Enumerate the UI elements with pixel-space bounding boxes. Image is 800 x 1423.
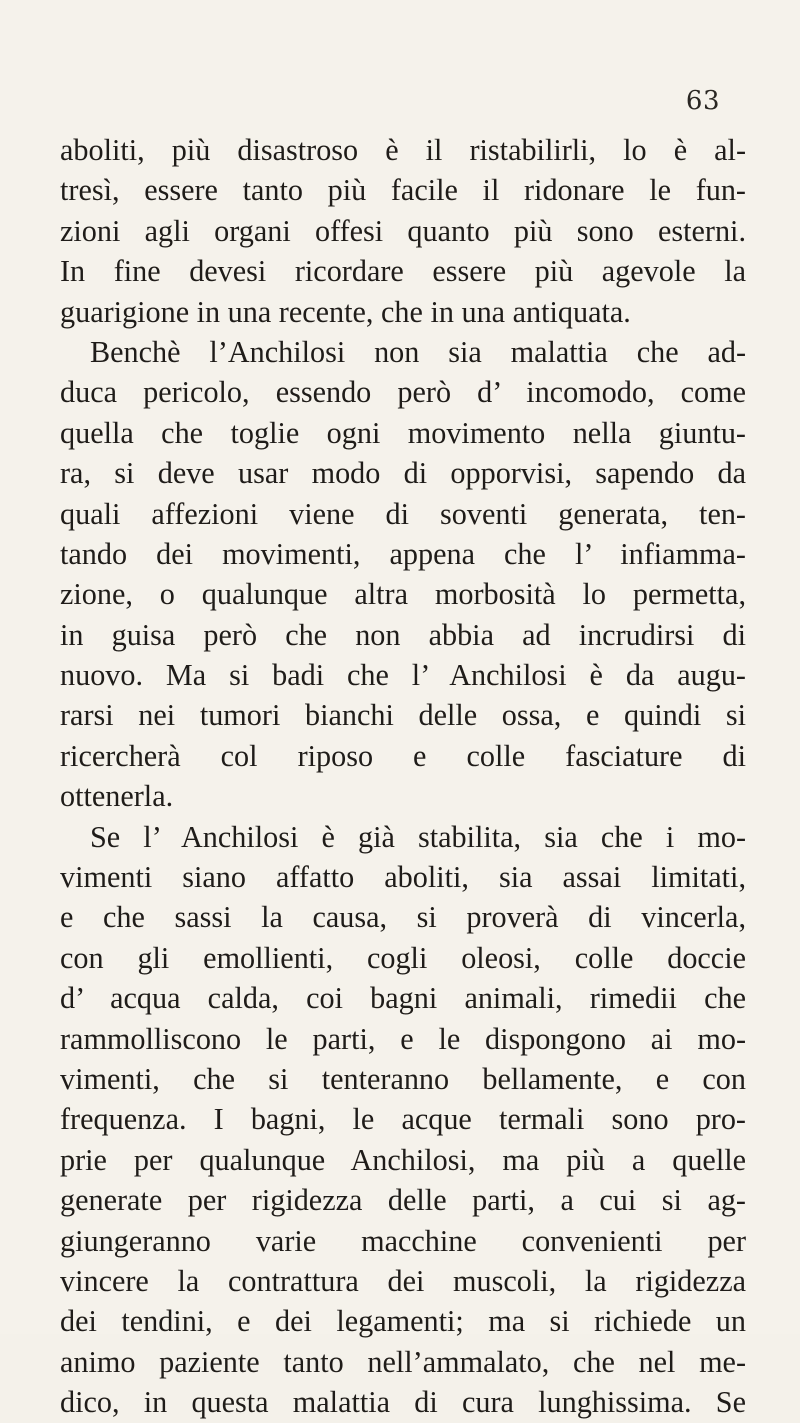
text-line: giungeranno varie macchine convenienti per [60, 1223, 746, 1258]
text-line: e che sassi la causa, si proverà di vincerla, [60, 900, 746, 935]
text-line: zioni agli organi offesi quanto più sono esterni. [60, 213, 746, 248]
text-line: tando dei movimenti, appena che l’ infiamma- [60, 536, 746, 571]
page-number: 63 [685, 86, 720, 116]
text-line: ra, si deve usar modo di opporvisi, sapendo da [60, 456, 746, 491]
text-line: in guisa però che non abbia ad incrudirsi di [60, 617, 746, 652]
text-line: dei tendini, e dei legamenti; ma si richiede un [60, 1304, 746, 1339]
text-line: In fine devesi ricordare essere più agevole la [60, 254, 746, 289]
text-line: guarigione in una recente, che in una antiquata. [60, 294, 631, 329]
text-line: frequenza. I bagni, le acque termali sono pro- [60, 1102, 746, 1137]
text-line: Se l’ Anchilosi è già stabilita, sia che i mo- [90, 819, 746, 854]
text-line: zione, o qualunque altra morbosità lo permetta, [60, 577, 746, 612]
text-line: vimenti, che si tenteranno bellamente, e con [60, 1061, 746, 1096]
text-line: animo paziente tanto nell’ammalato, che nel me- [60, 1344, 746, 1379]
text-line: ottenerla. [60, 779, 174, 814]
text-line: duca pericolo, essendo però d’ incomodo, come [60, 375, 746, 410]
text-line: aboliti, più disastroso è il ristabilirli, lo è al- [60, 133, 746, 167]
text-line: generate per rigidezza delle parti, a cui si ag- [60, 1183, 746, 1218]
body-text [60, 130, 746, 1423]
text-line: rammolliscono le parti, e le dispongono ai mo- [60, 1021, 746, 1056]
text-line: Benchè l’Anchilosi non sia malattia che ad- [90, 334, 746, 369]
text-line: d’ acqua calda, coi bagni animali, rimedii che [60, 981, 746, 1016]
text-line: con gli emollienti, cogli oleosi, colle doccie [60, 940, 746, 975]
text-line: vimenti siano affatto aboliti, sia assai limitati, [60, 860, 746, 895]
text-line: ricercherà col riposo e colle fasciature di [60, 738, 746, 773]
text-line: quali affezioni viene di soventi generata, ten- [60, 496, 746, 531]
text-line: quella che toglie ogni movimento nella giuntu- [60, 415, 746, 450]
text-line: vincere la contrattura dei muscoli, la rigidezza [60, 1263, 746, 1298]
text-line: rarsi nei tumori bianchi delle ossa, e quindi si [60, 698, 746, 733]
text-line: prie per qualunque Anchilosi, ma più a quelle [60, 1142, 746, 1177]
text-line: dico, in questa malattia di cura lunghissima. Se [60, 1385, 746, 1420]
text-line: tresì, essere tanto più facile il ridonare le fun- [60, 173, 746, 208]
text-line: nuovo. Ma si badi che l’ Anchilosi è da augu- [60, 658, 746, 693]
